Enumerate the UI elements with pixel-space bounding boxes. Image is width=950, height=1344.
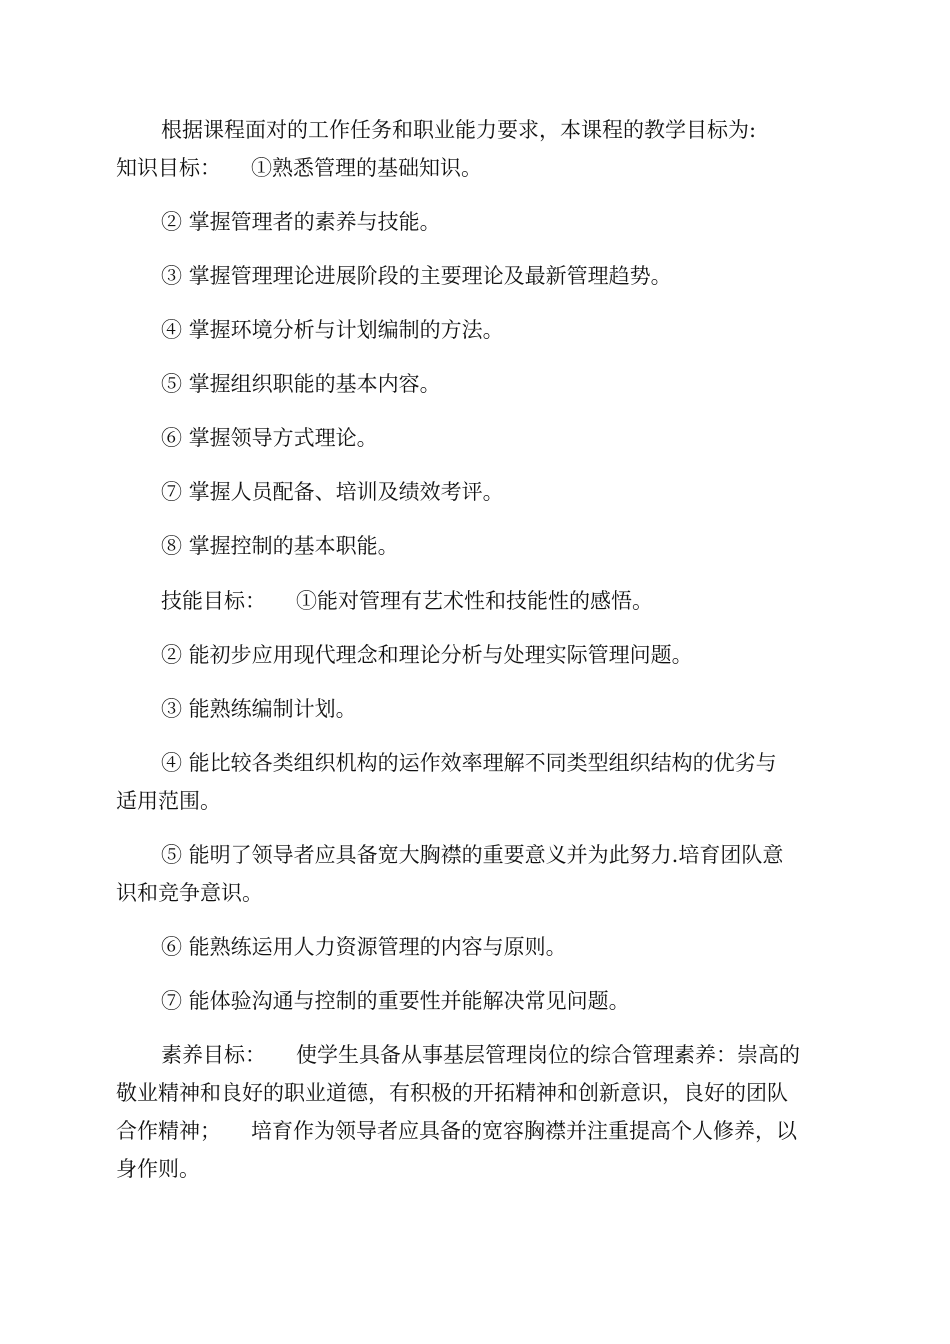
knowledge-item: ⑧ 掌握控制的基本职能。: [161, 534, 399, 558]
skill-item: ①能对管理有艺术性和技能性的感悟。: [296, 589, 653, 613]
skill-item-continuation: 识和竞争意识。: [116, 881, 263, 905]
skill-item: ④ 能比较各类组织机构的运作效率理解不同类型组织结构的优劣与: [161, 751, 777, 775]
skill-goal-label: 技能目标：: [161, 589, 266, 613]
skill-item: ③ 能熟练编制计划。: [161, 697, 357, 721]
literacy-goal-label: 素养目标：: [161, 1043, 266, 1067]
knowledge-goal-line: [116, 153, 482, 183]
knowledge-item: ③ 掌握管理理论进展阶段的主要理论及最新管理趋势。: [161, 264, 672, 288]
literacy-goal-line: [161, 1040, 800, 1070]
skill-item: ⑦ 能体验沟通与控制的重要性并能解决常见问题。: [161, 989, 630, 1013]
literacy-text: 培育作为领导者应具备的宽容胸襟并注重提高个人修养，以: [251, 1119, 797, 1143]
skill-goal-line: [161, 586, 653, 616]
knowledge-item: ⑥ 掌握领导方式理论。: [161, 426, 378, 450]
knowledge-goal-label: 知识目标：: [116, 156, 221, 180]
literacy-text: 使学生具备从事基层管理岗位的综合管理素养：崇高的: [296, 1043, 800, 1067]
skill-item: ⑥ 能熟练运用人力资源管理的内容与原则。: [161, 935, 567, 959]
knowledge-item: ①熟悉管理的基础知识。: [251, 156, 482, 180]
knowledge-item: ④ 掌握环境分析与计划编制的方法。: [161, 318, 504, 342]
intro-paragraph: 根据课程面对的工作任务和职业能力要求，本课程的教学目标为:: [161, 118, 757, 142]
skill-item: ② 能初步应用现代理念和理论分析与处理实际管理问题。: [161, 643, 693, 667]
knowledge-item: ⑦ 掌握人员配备、培训及绩效考评。: [161, 480, 504, 504]
skill-item: ⑤ 能明了领导者应具备宽大胸襟的重要意义并为此努力.培育团队意: [161, 843, 784, 867]
literacy-text: 合作精神；: [116, 1119, 221, 1143]
literacy-text: 身作则。: [116, 1157, 200, 1181]
knowledge-item: ⑤ 掌握组织职能的基本内容。: [161, 372, 441, 396]
literacy-text-line: [116, 1116, 797, 1146]
literacy-text: 敬业精神和良好的职业道德，有积极的开拓精神和创新意识，良好的团队: [116, 1081, 788, 1105]
skill-item-continuation: 适用范围。: [116, 789, 221, 813]
knowledge-item: ② 掌握管理者的素养与技能。: [161, 210, 441, 234]
